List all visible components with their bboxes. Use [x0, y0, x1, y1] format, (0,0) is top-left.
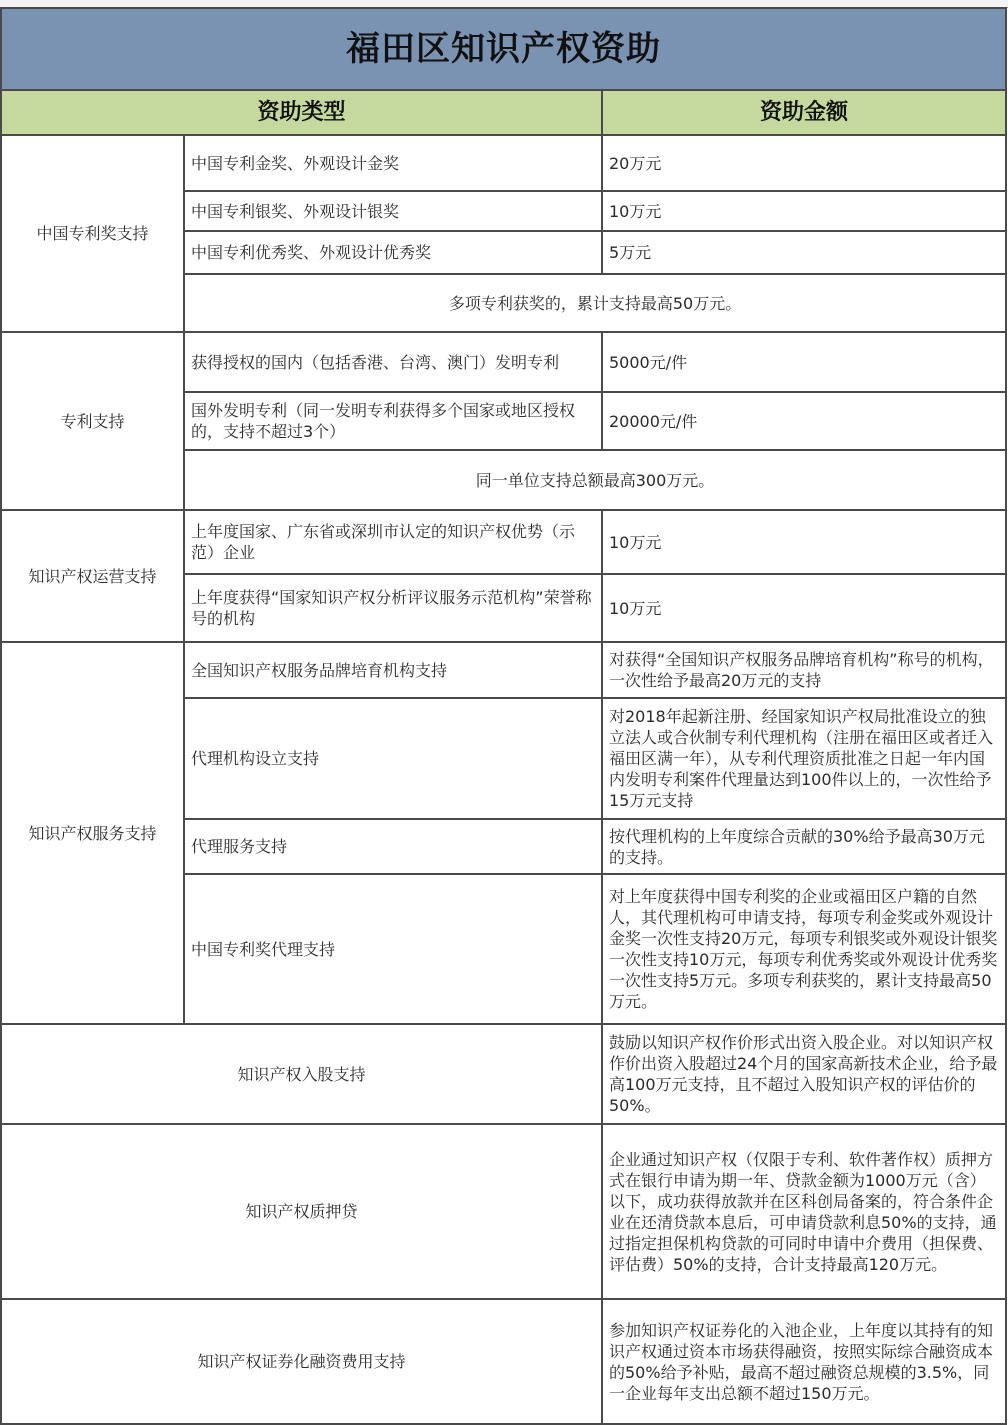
single-name: 知识产权证券化融资费用支持 [1, 1299, 602, 1424]
table-row [1, 1024, 1006, 1124]
item-amount: 5万元 [602, 231, 1006, 274]
group-note: 同一单位支持总额最高300万元。 [184, 450, 1006, 510]
single-amount: 鼓励以知识产权作价形式出资入股企业。对以知识产权作价出资入股超过24个月的国家高新技术企业，给予最高100万元支持，且不超过入股知识产权的评估价的50%。 [602, 1024, 1006, 1124]
header-amount: 资助金额 [602, 90, 1006, 135]
item-name: 上年度国家、广东省或深圳市认定的知识产权优势（示范）企业 [184, 510, 602, 574]
title-row [1, 8, 1006, 90]
item-amount: 对2018年起新注册、经国家知识产权局批准设立的独立法人或合伙制专利代理机构（注册在福田区或者迁入福田区满一年），从专利代理资质批准之日起一年内国内发明专利案件代理量达到100件以上的，一次性给予15万元支持 [602, 698, 1006, 819]
single-amount: 参加知识产权证券化的入池企业，上年度以其持有的知识产权通过资本市场获得融资，按照实际综合融资成本的50%给予补贴，最高不超过融资总规模的3.5%，同一企业每年支出总额不超过150万元。 [602, 1299, 1006, 1424]
item-amount: 10万元 [602, 191, 1006, 231]
item-name: 中国专利奖代理支持 [184, 874, 602, 1024]
table-row [1, 332, 1006, 392]
item-name: 中国专利优秀奖、外观设计优秀奖 [184, 231, 602, 274]
item-amount: 5000元/件 [602, 332, 1006, 392]
single-name: 知识产权入股支持 [1, 1024, 602, 1124]
category-cell: 知识产权运营支持 [1, 510, 184, 642]
category-cell: 中国专利奖支持 [1, 135, 184, 332]
item-name: 国外发明专利（同一发明专利获得多个国家或地区授权的，支持不超过3个） [184, 392, 602, 450]
category-cell: 专利支持 [1, 332, 184, 510]
table-row [1, 1124, 1006, 1299]
item-amount: 按代理机构的上年度综合贡献的30%给予最高30万元的支持。 [602, 819, 1006, 874]
table-row [1, 135, 1006, 191]
item-amount: 10万元 [602, 574, 1006, 642]
table-row [1, 642, 1006, 698]
item-name: 获得授权的国内（包括香港、台湾、澳门）发明专利 [184, 332, 602, 392]
header-row [1, 90, 1006, 135]
group-note: 多项专利获奖的，累计支持最高50万元。 [184, 274, 1006, 332]
item-amount: 对获得“全国知识产权服务品牌培育机构”称号的机构，一次性给予最高20万元的支持 [602, 642, 1006, 698]
item-name: 代理服务支持 [184, 819, 602, 874]
table-row [1, 510, 1006, 574]
item-amount: 20000元/件 [602, 392, 1006, 450]
item-amount: 对上年度获得中国专利奖的企业或福田区户籍的自然人，其代理机构可申请支持，每项专利金奖或外观设计金奖一次性支持20万元，每项专利银奖或外观设计银奖一次性支持10万元，每项专利优秀奖或外观设计优秀奖一次性支持5万元。多项专利获奖的，累计支持最高50万元。 [602, 874, 1006, 1024]
single-name: 知识产权质押贷 [1, 1124, 602, 1299]
item-name: 中国专利金奖、外观设计金奖 [184, 135, 602, 191]
item-name: 全国知识产权服务品牌培育机构支持 [184, 642, 602, 698]
subsidy-table [0, 7, 1007, 1425]
item-name: 代理机构设立支持 [184, 698, 602, 819]
item-amount: 20万元 [602, 135, 1006, 191]
page-title: 福田区知识产权资助 [1, 8, 1006, 90]
item-amount: 10万元 [602, 510, 1006, 574]
item-name: 中国专利银奖、外观设计银奖 [184, 191, 602, 231]
item-name: 上年度获得“国家知识产权分析评议服务示范机构”荣誉称号的机构 [184, 574, 602, 642]
single-amount: 企业通过知识产权（仅限于专利、软件著作权）质押方式在银行申请为期一年、贷款金额为1000万元（含）以下，成功获得放款并在区科创局备案的，符合条件企业在还清贷款本息后，可申请贷款利息50%的支持，通过指定担保机构贷款的可同时申请中介费用（担保费、评估费）50%的支持，合计支持最高120万元。 [602, 1124, 1006, 1299]
category-cell: 知识产权服务支持 [1, 642, 184, 1024]
table-row [1, 1299, 1006, 1424]
header-type: 资助类型 [1, 90, 602, 135]
